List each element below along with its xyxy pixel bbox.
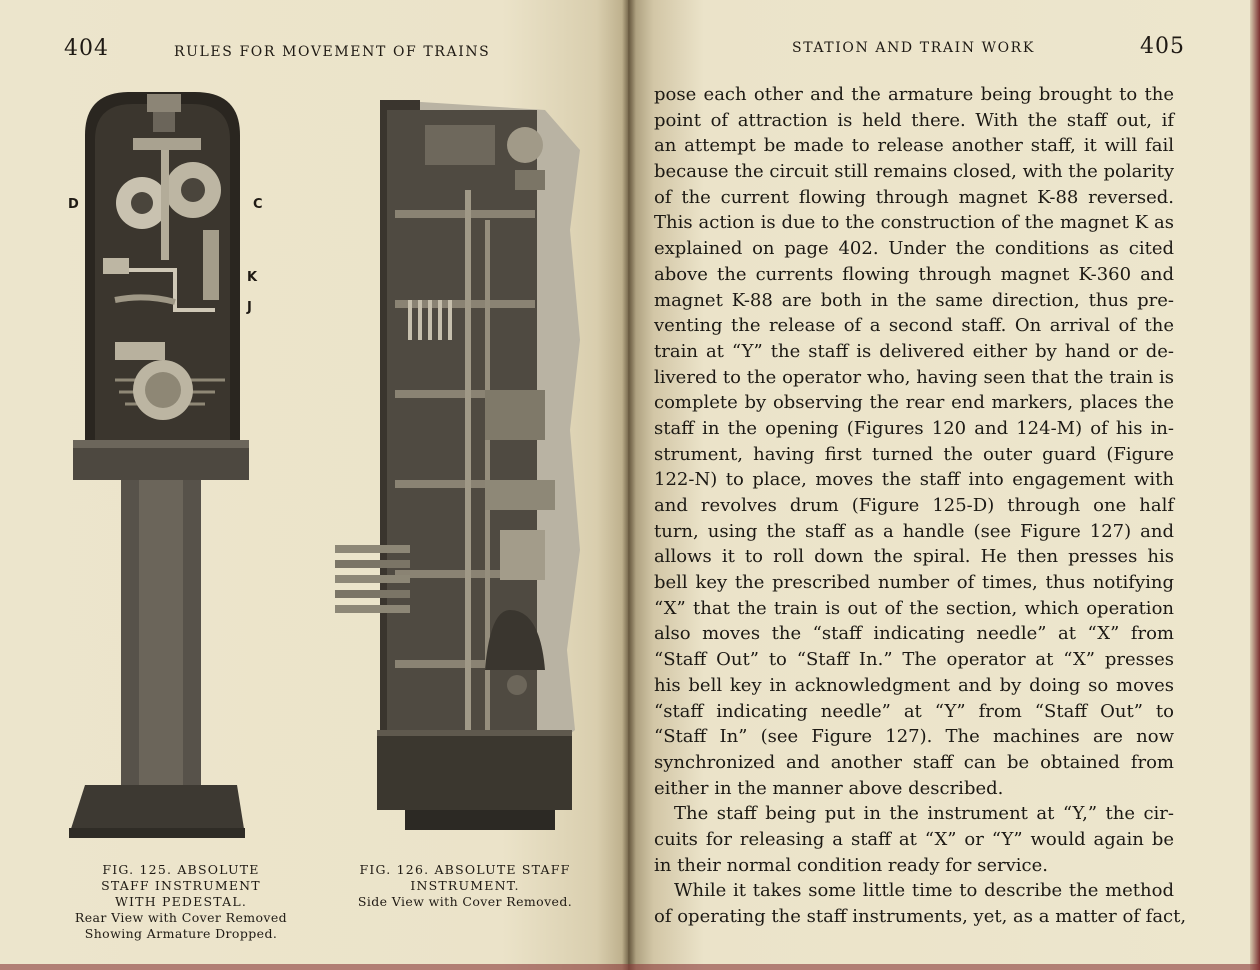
figure-125-caption-line-2: STAFF INSTRUMENT [101, 878, 261, 893]
text-line: synchronized and another staff can be obtained from [654, 751, 1174, 773]
text-line: point of attraction is held there. With the staff out, if [654, 109, 1174, 131]
text-line: above the currents flowing through magnet K-360 and [654, 263, 1174, 285]
text-line: turn, using the staff as a handle (see Figure 127) and [654, 520, 1174, 542]
text-line: complete by observing the rear end markers, places the [654, 392, 1174, 414]
book-gutter [622, 0, 636, 970]
figure-label-c: C [253, 197, 263, 212]
text-line: because the circuit still remains closed, with the polarity [654, 161, 1175, 183]
text-line: of the current flowing through magnet K-88 reversed. [654, 186, 1174, 208]
text-line: explained on page 402. Under the conditions as cited [654, 238, 1174, 260]
text-line: also moves the “staff indicating needle” at “X” from [654, 623, 1174, 645]
figure-125-caption [56, 862, 306, 942]
figure-125-caption-line-3: WITH PEDESTAL. [115, 894, 247, 909]
figure-126-caption-line-1: FIG. 126. ABSOLUTE STAFF [359, 862, 571, 877]
text-line: train at “Y” the staff is delivered either by hand or de- [654, 340, 1174, 362]
figure-125-caption-line-4: Rear View with Cover Removed [74, 910, 288, 925]
text-line: pose each other and the armature being brought to the [654, 84, 1174, 105]
text-line: his bell key in acknowledgment and by doing so moves [654, 674, 1174, 696]
text-line: an attempt be made to release another staff, it will fail [654, 135, 1174, 157]
figure-125-image [55, 80, 270, 850]
figure-125-caption-line-1: FIG. 125. ABSOLUTE [102, 862, 260, 877]
text-line: either in the manner above described. [654, 777, 1004, 799]
text-line: “staff indicating needle” at “Y” from “Staff Out” to [654, 700, 1174, 722]
text-line: venting the release of a second staff. On arrival of the [654, 315, 1174, 337]
text-line: strument, having first turned the outer guard (Figure [654, 443, 1174, 465]
figure-126-caption [335, 862, 595, 910]
text-line: 122-N) to place, moves the staff into engagement with [654, 469, 1174, 491]
figure-label-j: J [247, 300, 252, 315]
page-number-left: 404 [64, 36, 109, 61]
text-line: “Staff Out” to “Staff In.” The operator at “X” presses [654, 649, 1174, 671]
right-page [628, 0, 1260, 970]
figure-126-image [335, 90, 585, 850]
text-line: The staff being put in the instrument at “Y,” the cir- [674, 803, 1174, 825]
text-line: and revolves drum (Figure 125-D) through one half [654, 495, 1174, 516]
text-line: bell key the prescribed number of times, thus notifying [654, 572, 1174, 594]
text-line: livered to the operator who, having seen that the train is [654, 366, 1174, 388]
figure-125-caption-line-5: Showing Armature Dropped. [84, 926, 278, 941]
text-line: magnet K-88 are both in the same direction, thus pre- [654, 289, 1174, 311]
figure-126-caption-line-2: INSTRUMENT. [410, 878, 520, 893]
book-bottom-edge [0, 964, 1260, 970]
text-line: in their normal condition ready for service. [654, 854, 1048, 876]
left-page [0, 0, 628, 970]
figure-126-caption-line-3: Side View with Cover Removed. [357, 894, 573, 909]
text-line: While it takes some little time to describe the method [674, 880, 1174, 902]
text-line: “X” that the train is out of the section, which operation [654, 597, 1174, 619]
text-line: allows it to roll down the spiral. He then presses his [654, 546, 1174, 568]
body-text [654, 82, 1187, 930]
text-line: cuits for releasing a staff at “X” or “Y” would again be [654, 828, 1174, 850]
text-line: This action is due to the construction of the magnet K as [654, 212, 1174, 234]
text-line: of operating the staff instruments, yet, as a matter of fact, [654, 906, 1187, 927]
figure-label-d: D [68, 197, 79, 212]
running-head-left: RULES FOR MOVEMENT OF TRAINS [174, 44, 491, 60]
book-edge [1250, 0, 1260, 970]
text-line: staff in the opening (Figures 120 and 124-M) of his in- [654, 417, 1174, 439]
text-line: “Staff In” (see Figure 127). The machines are now [654, 726, 1174, 748]
figure-label-k: K [247, 270, 258, 285]
running-head-right: STATION AND TRAIN WORK [792, 40, 1035, 56]
page-number-right: 405 [1140, 34, 1185, 59]
